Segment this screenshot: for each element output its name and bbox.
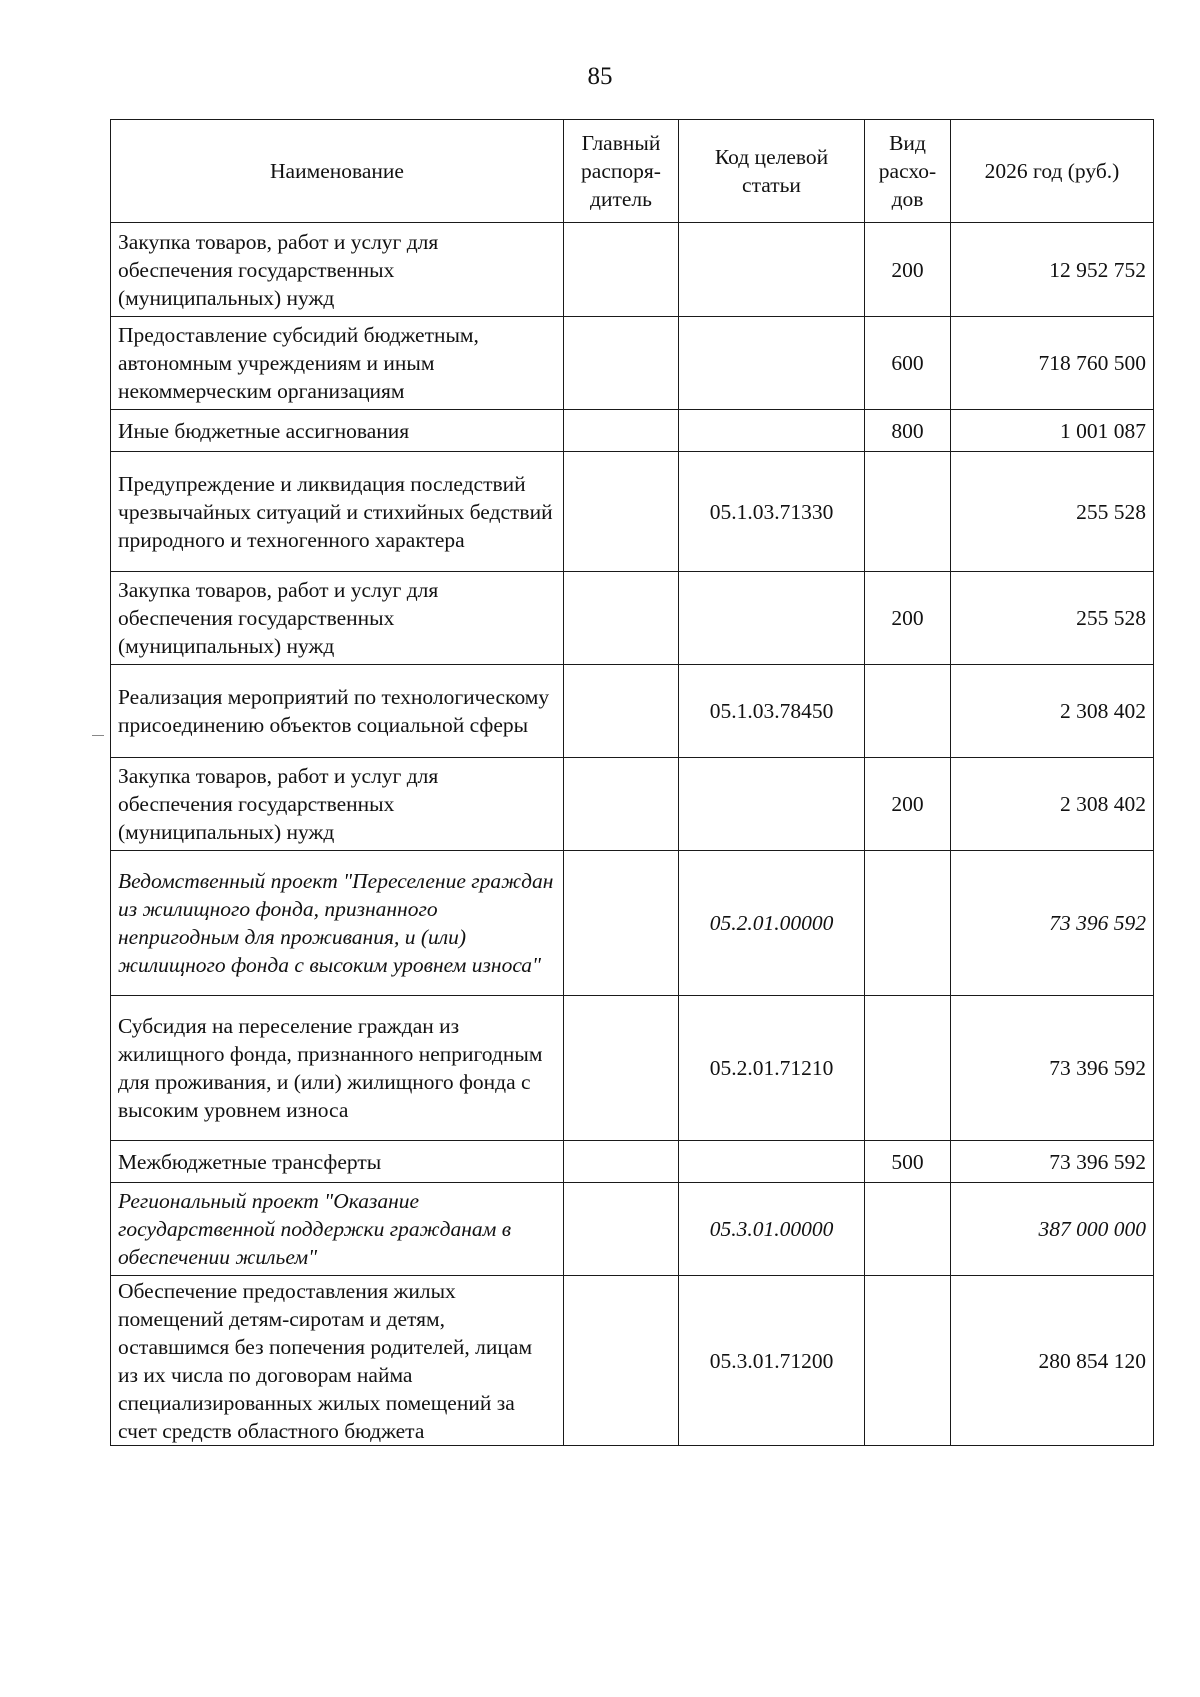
cell-kind [865, 452, 951, 572]
cell-kind: 200 [865, 223, 951, 317]
cell-code: 05.1.03.71330 [679, 452, 865, 572]
cell-name: Субсидия на переселение граждан из жилищного фонда, признанного непригодным для проживания, и (или) жилищного фонда с высоким уровнем износа [111, 996, 564, 1141]
table-row [111, 317, 1154, 410]
cell-code [679, 317, 865, 410]
cell-org [564, 1141, 679, 1183]
cell-org [564, 996, 679, 1141]
cell-amount: 387 000 000 [951, 1183, 1154, 1276]
cell-code [679, 572, 865, 665]
cell-amount: 718 760 500 [951, 317, 1154, 410]
cell-amount: 2 308 402 [951, 758, 1154, 851]
cell-kind [865, 1276, 951, 1446]
cell-code: 05.2.01.71210 [679, 996, 865, 1141]
cell-code: 05.3.01.71200 [679, 1276, 865, 1446]
cell-kind [865, 996, 951, 1141]
cell-org [564, 1276, 679, 1446]
header-amount: 2026 год (руб.) [951, 120, 1154, 223]
cell-name: Закупка товаров, работ и услуг для обеспечения государственных (муниципальных) нужд [111, 223, 564, 317]
cell-amount: 280 854 120 [951, 1276, 1154, 1446]
cell-kind: 600 [865, 317, 951, 410]
cell-org [564, 758, 679, 851]
cell-org [564, 410, 679, 452]
cell-name: Межбюджетные трансферты [111, 1141, 564, 1183]
cell-name: Предоставление субсидий бюджетным, автономным учреждениям и иным некоммерческим организациям [111, 317, 564, 410]
cell-org [564, 1183, 679, 1276]
table-row [111, 410, 1154, 452]
cell-name: Реализация мероприятий по технологическому присоединению объектов социальной сферы [111, 665, 564, 758]
cell-code [679, 223, 865, 317]
cell-org [564, 317, 679, 410]
cell-org [564, 223, 679, 317]
cell-org [564, 851, 679, 996]
cell-amount: 1 001 087 [951, 410, 1154, 452]
table-row [111, 851, 1154, 996]
cell-kind: 800 [865, 410, 951, 452]
cell-amount: 73 396 592 [951, 996, 1154, 1141]
cell-kind: 200 [865, 572, 951, 665]
cell-name: Закупка товаров, работ и услуг для обеспечения государственных (муниципальных) нужд [111, 758, 564, 851]
cell-kind [865, 851, 951, 996]
cell-org [564, 665, 679, 758]
table-row [111, 452, 1154, 572]
cell-code: 05.2.01.00000 [679, 851, 865, 996]
header-name: Наименование [111, 120, 564, 223]
cell-amount: 12 952 752 [951, 223, 1154, 317]
cell-name: Ведомственный проект "Переселение граждан из жилищного фонда, признанного непригодным для проживания, и (или) жилищного фонда с высоким уровнем износа" [111, 851, 564, 996]
cell-amount: 255 528 [951, 452, 1154, 572]
cell-name: Региональный проект "Оказание государственной поддержки гражданам в обеспечении жильем" [111, 1183, 564, 1276]
table-row [111, 223, 1154, 317]
cell-kind: 200 [865, 758, 951, 851]
cell-amount: 255 528 [951, 572, 1154, 665]
table-body [111, 223, 1154, 1446]
page-number: 85 [587, 63, 613, 90]
table-row [111, 572, 1154, 665]
cell-code [679, 1141, 865, 1183]
table-row [111, 1183, 1154, 1276]
cell-amount: 2 308 402 [951, 665, 1154, 758]
cell-name: Обеспечение предоставления жилых помещений детям-сиротам и детям, оставшимся без попечения родителей, лицам из их числа по договорам найма специализированных жилых помещений за счет средств областного бюджета [111, 1276, 564, 1446]
header-org: Главный распоря-дитель [564, 120, 679, 223]
cell-name: Предупреждение и ликвидация последствий чрезвычайных ситуаций и стихийных бедствий природного и техногенного характера [111, 452, 564, 572]
margin-mark [92, 735, 104, 736]
header-kind: Вид расхо-дов [865, 120, 951, 223]
cell-code [679, 410, 865, 452]
table-row [111, 1141, 1154, 1183]
cell-code: 05.3.01.00000 [679, 1183, 865, 1276]
cell-code: 05.1.03.78450 [679, 665, 865, 758]
budget-table [110, 119, 1154, 1446]
table-row [111, 758, 1154, 851]
cell-amount: 73 396 592 [951, 1141, 1154, 1183]
header-code: Код целевой статьи [679, 120, 865, 223]
cell-kind [865, 665, 951, 758]
cell-name: Закупка товаров, работ и услуг для обеспечения государственных (муниципальных) нужд [111, 572, 564, 665]
table-row [111, 996, 1154, 1141]
header-row [111, 120, 1154, 223]
table-row [111, 665, 1154, 758]
cell-org [564, 452, 679, 572]
cell-kind [865, 1183, 951, 1276]
table-header [111, 120, 1154, 223]
cell-org [564, 572, 679, 665]
table-row [111, 1276, 1154, 1446]
cell-amount: 73 396 592 [951, 851, 1154, 996]
cell-name: Иные бюджетные ассигнования [111, 410, 564, 452]
cell-kind: 500 [865, 1141, 951, 1183]
cell-code [679, 758, 865, 851]
